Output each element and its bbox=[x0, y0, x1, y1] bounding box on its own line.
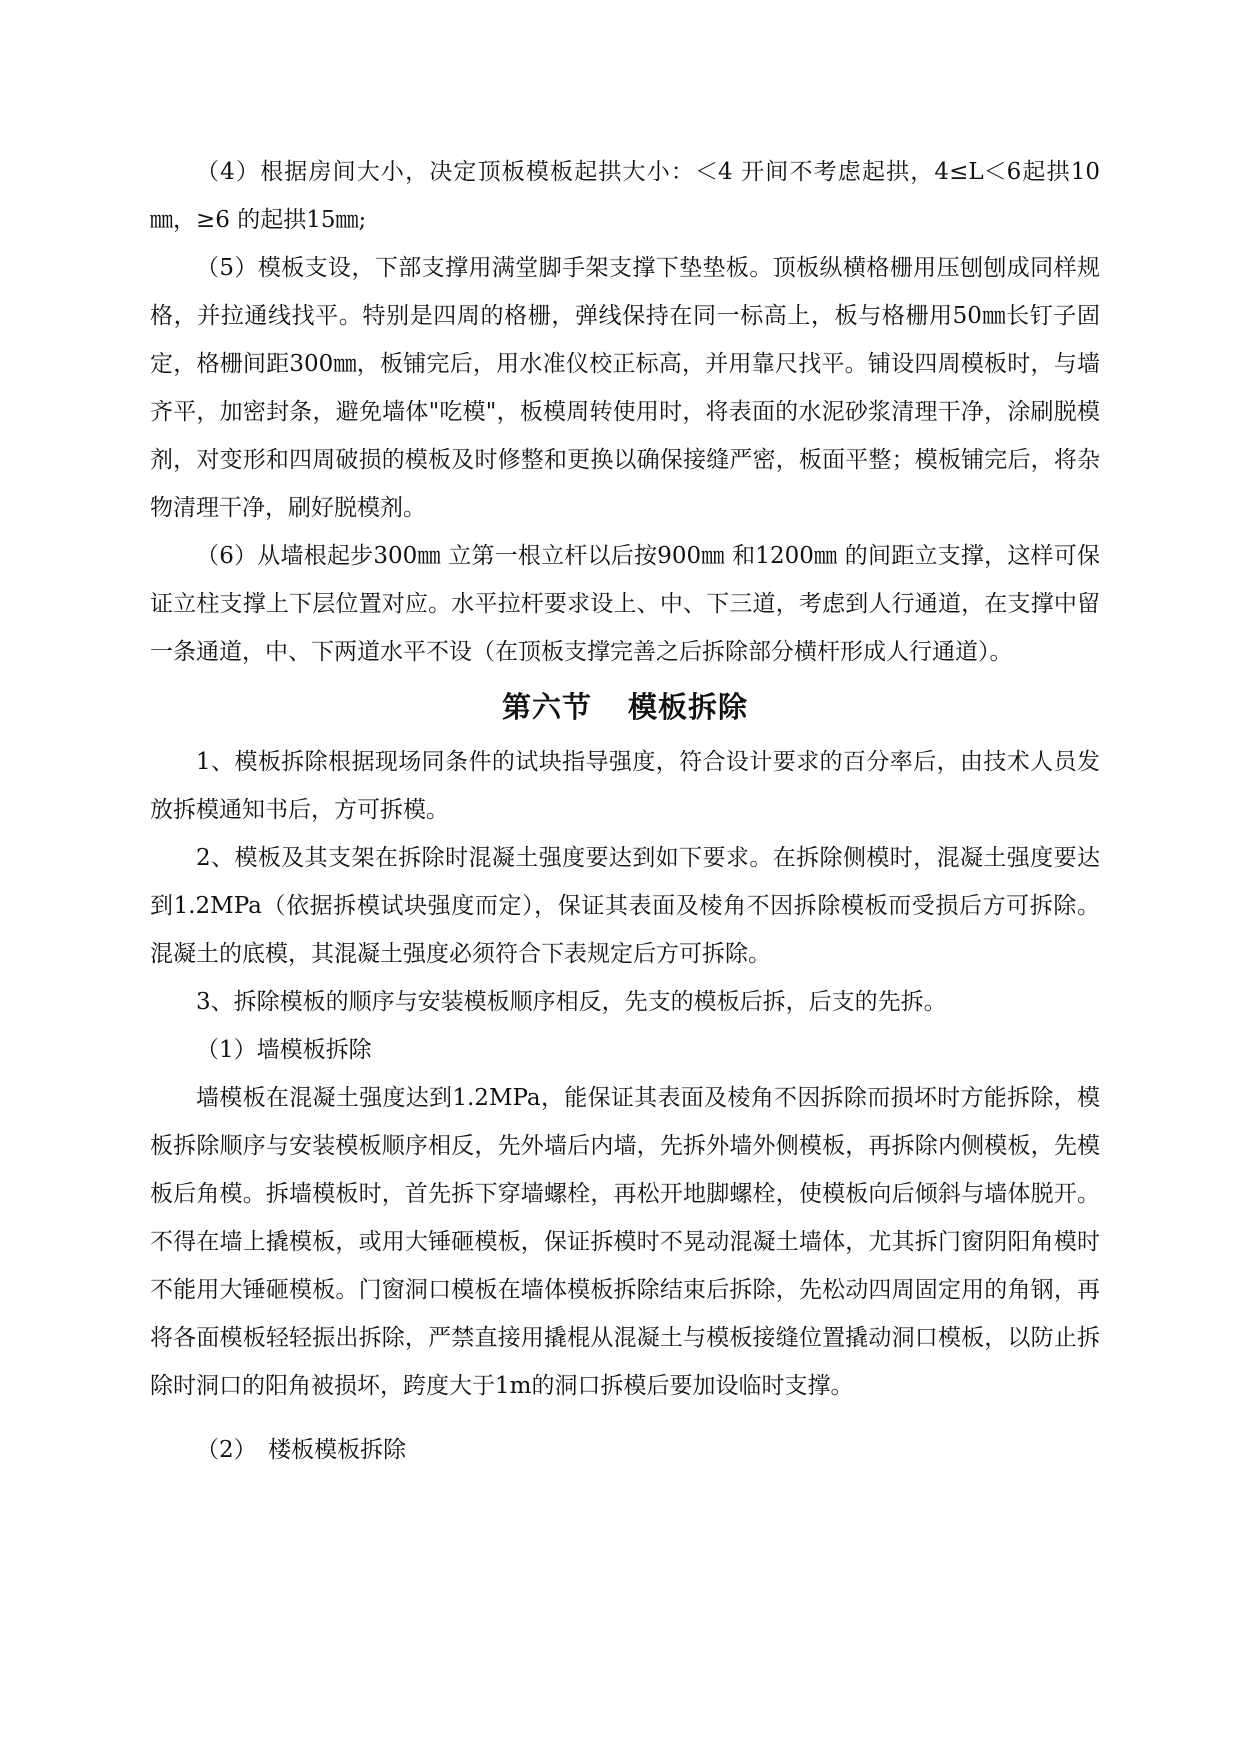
paragraph-6-props: （6）从墙根起步300㎜ 立第一根立杆以后按900㎜ 和1200㎜ 的间距立支撑，这样可保证立柱支撑上下层位置对应。水平拉杆要求设上、中、下三道，考虑到人行通道，在支撑中留一条通道，中、下两道水平不设（在顶板支撑完善之后拆除部分横杆形成人行通道）。 bbox=[150, 543, 1100, 665]
section-number: 第六节 bbox=[501, 690, 592, 724]
paragraph-removal-1: 1、模板拆除根据现场同条件的试块指导强度，符合设计要求的百分率后，由技术人员发放拆模通知书后，方可拆模。 bbox=[150, 749, 1100, 823]
paragraph-wall-removal: 墙模板在混凝土强度达到1.2MPa，能保证其表面及棱角不因拆除而损坏时方能拆除，模板拆除顺序与安装模板顺序相反，先外墙后内墙，先拆外墙外侧模板，再拆除内侧模板，先模板后角模。拆墙模板时，首先拆下穿墙螺栓，再松开地脚螺栓，使模板向后倾斜与墙体脱开。不得在墙上撬模板，或用大锤砸模板，保证拆模时不晃动混凝土墙体，尤其拆门窗阴阳角模时不能用大锤砸模板。门窗洞口模板在墙体模板拆除结束后拆除，先松动四周固定用的角钢，再将各面模板轻轻振出拆除，严禁直接用撬棍从混凝土与模板接缝位置撬动洞口模板，以防止拆除时洞口的阳角被损坏，跨度大于1m的洞口拆模后要加设临时支撑。 bbox=[150, 1085, 1100, 1399]
paragraph-4-arch: （4）根据房间大小，决定顶板模板起拱大小：＜4 开间不考虑起拱，4≤L＜6起拱10㎜，≥6 的起拱15㎜; bbox=[150, 159, 1100, 233]
paragraph-removal-3: 3、拆除模板的顺序与安装模板顺序相反，先支的模板后拆，后支的先拆。 bbox=[196, 989, 947, 1015]
paragraph-removal-2: 2、模板及其支架在拆除时混凝土强度要达到如下要求。在拆除侧模时，混凝土强度要达到1.2MPa（依据拆模试块强度而定），保证其表面及棱角不因拆除模板而受损后方可拆除。混凝土的底模，其混凝土强度必须符合下表规定后方可拆除。 bbox=[150, 845, 1100, 967]
paragraph-5-support: （5）模板支设，下部支撑用满堂脚手架支撑下垫垫板。顶板纵横格栅用压刨刨成同样规格，并拉通线找平。特别是四周的格栅，弹线保持在同一标高上，板与格栅用50㎜长钉子固定，格栅间距300㎜，板铺完后，用水准仪校正标高，并用靠尺找平。铺设四周模板时，与墙齐平，加密封条，避免墙体"吃模"，板模周转使用时，将表面的水泥砂浆清理干净，涂刷脱模剂，对变形和四周破损的模板及时修整和更换以确保接缝严密，板面平整；模板铺完后，将杂物清理干净，刷好脱模剂。 bbox=[150, 255, 1100, 521]
subheading-wall-removal: （1）墙模板拆除 bbox=[196, 1037, 372, 1063]
document-page bbox=[150, 148, 1100, 1474]
section-title: 模板拆除 bbox=[628, 690, 749, 724]
subheading-slab-removal: （2） 楼板模板拆除 bbox=[196, 1437, 407, 1463]
section-heading bbox=[150, 676, 1100, 738]
